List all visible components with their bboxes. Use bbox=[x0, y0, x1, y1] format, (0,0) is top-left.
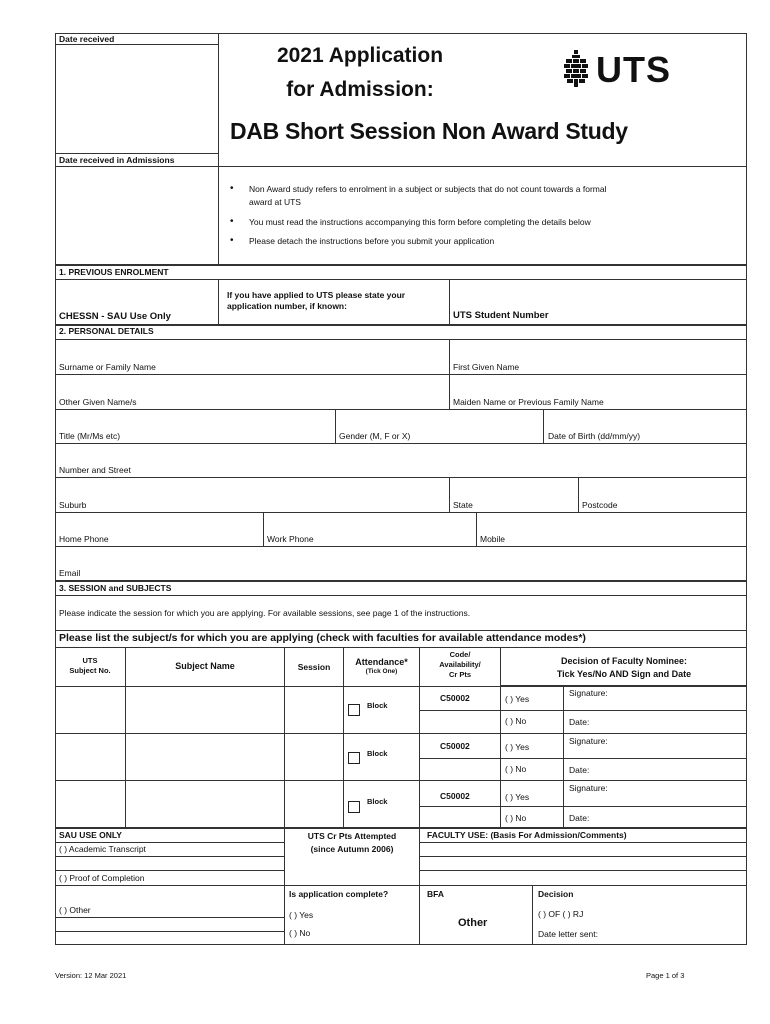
cr-pts-label: UTS Cr Pts Attempted (since Autumn 2006) bbox=[307, 831, 397, 854]
date-received-label: Date received bbox=[59, 34, 115, 44]
col-subject-no: UTS Subject No. bbox=[69, 656, 111, 675]
date-received-field[interactable] bbox=[56, 45, 217, 152]
maiden-name-field[interactable] bbox=[450, 375, 746, 395]
gender-field[interactable] bbox=[336, 410, 542, 430]
street-field[interactable] bbox=[56, 444, 746, 464]
col-attendance: Attendance* (Tick One) bbox=[355, 657, 408, 675]
subject-name-field[interactable] bbox=[126, 781, 283, 827]
chessn-field[interactable] bbox=[56, 280, 217, 310]
postcode-field[interactable] bbox=[579, 478, 746, 498]
code-value: C50002 bbox=[440, 741, 470, 751]
session-field[interactable] bbox=[285, 781, 342, 827]
other-names-label: Other Given Name/s bbox=[59, 397, 137, 407]
session-field[interactable] bbox=[285, 687, 342, 732]
uts-crest-icon bbox=[563, 50, 589, 88]
form-title-line1: 2021 Application bbox=[276, 44, 444, 67]
first-name-field[interactable] bbox=[450, 340, 746, 360]
subject-no-field[interactable] bbox=[56, 687, 124, 732]
col-decision: Decision of Faculty Nominee: Tick Yes/No AND Sign and Date bbox=[556, 656, 692, 679]
block-checkbox[interactable] bbox=[348, 704, 360, 716]
form-subtitle: DAB Short Session Non Award Study bbox=[230, 118, 628, 144]
suburb-label: Suburb bbox=[59, 500, 87, 510]
mobile-label: Mobile bbox=[480, 534, 506, 544]
no-option[interactable]: ( ) No bbox=[505, 764, 527, 774]
date-label: Date: bbox=[569, 813, 590, 823]
state-label: State bbox=[453, 500, 473, 510]
surname-label: Surname or Family Name bbox=[59, 362, 156, 372]
no-option[interactable]: ( ) No bbox=[505, 813, 527, 823]
form-title-line2: for Admission: bbox=[286, 78, 434, 101]
session-instruction: Please indicate the session for which you are applying. For available sessions, see page 1 of the instructions. bbox=[59, 608, 471, 618]
section1-heading: 1. PREVIOUS ENROLMENT bbox=[59, 267, 169, 277]
block-checkbox[interactable] bbox=[348, 801, 360, 813]
page-number: Page 1 of 3 bbox=[646, 971, 685, 980]
code-value: C50002 bbox=[440, 693, 470, 703]
note-1-cont: award at UTS bbox=[249, 197, 301, 207]
block-checkbox[interactable] bbox=[348, 752, 360, 764]
complete-yes-option[interactable]: ( ) Yes bbox=[289, 910, 314, 920]
dob-field[interactable] bbox=[544, 410, 746, 430]
work-phone-label: Work Phone bbox=[267, 534, 314, 544]
section2-heading: 2. PERSONAL DETAILS bbox=[59, 326, 154, 336]
no-option[interactable]: ( ) No bbox=[505, 716, 527, 726]
academic-transcript-option[interactable]: ( ) Academic Transcript bbox=[59, 844, 146, 854]
code-value: C50002 bbox=[440, 791, 470, 801]
col-subject-name: Subject Name bbox=[175, 661, 235, 671]
yes-option[interactable]: ( ) Yes bbox=[505, 742, 530, 752]
bfa-value: Other bbox=[458, 917, 488, 929]
date-received-admissions-field[interactable] bbox=[56, 167, 217, 264]
street-label: Number and Street bbox=[59, 465, 131, 475]
postcode-label: Postcode bbox=[582, 500, 618, 510]
header-divider bbox=[218, 33, 219, 265]
decision-options[interactable]: ( ) OF ( ) RJ bbox=[538, 909, 584, 919]
mobile-field[interactable] bbox=[477, 513, 746, 533]
signature-label: Signature: bbox=[569, 688, 608, 698]
uts-logo bbox=[563, 50, 688, 90]
state-field[interactable] bbox=[450, 478, 577, 498]
date-label: Date: bbox=[569, 765, 590, 775]
subject-list-heading: Please list the subject/s for which you are applying (check with faculties for available attendance modes*) bbox=[59, 632, 586, 644]
session-field[interactable] bbox=[285, 734, 342, 779]
subject-no-field[interactable] bbox=[56, 781, 124, 827]
chessn-label: CHESSN - SAU Use Only bbox=[59, 311, 171, 322]
first-name-label: First Given Name bbox=[453, 362, 520, 372]
email-label: Email bbox=[59, 568, 81, 578]
decision-label: Decision bbox=[538, 889, 574, 899]
col-session: Session bbox=[297, 662, 331, 672]
date-received-admissions-label: Date received in Admissions bbox=[59, 155, 175, 165]
proof-completion-option[interactable]: ( ) Proof of Completion bbox=[59, 873, 145, 883]
title-field[interactable] bbox=[56, 410, 334, 430]
note-1: • Non Award study refers to enrolment in a subject or subjects that do not count towards a formal bbox=[230, 183, 607, 194]
note-3: • Please detach the instructions before you submit your application bbox=[230, 235, 495, 246]
application-number-question-2: application number, if known: bbox=[227, 301, 347, 311]
home-phone-field[interactable] bbox=[56, 513, 262, 533]
subject-no-field[interactable] bbox=[56, 734, 124, 779]
application-complete-label: Is application complete? bbox=[289, 889, 389, 899]
section3-heading: 3. SESSION and SUBJECTS bbox=[59, 583, 172, 593]
sau-use-label: SAU USE ONLY bbox=[59, 830, 122, 840]
title-label: Title (Mr/Ms etc) bbox=[59, 431, 121, 441]
student-number-field[interactable] bbox=[450, 280, 746, 310]
dob-label: Date of Birth (dd/mm/yy) bbox=[548, 431, 641, 441]
block-label: Block bbox=[367, 797, 388, 806]
student-number-label: UTS Student Number bbox=[453, 310, 549, 321]
signature-label: Signature: bbox=[569, 783, 608, 793]
application-number-question-1: If you have applied to UTS please state your bbox=[227, 290, 406, 300]
faculty-use-label: FACULTY USE: (Basis For Admission/Comments) bbox=[427, 830, 627, 840]
subject-name-field[interactable] bbox=[126, 734, 283, 779]
signature-label: Signature: bbox=[569, 736, 608, 746]
maiden-name-label: Maiden Name or Previous Family Name bbox=[453, 397, 604, 407]
work-phone-field[interactable] bbox=[264, 513, 475, 533]
application-number-field[interactable] bbox=[219, 312, 448, 324]
other-option[interactable]: ( ) Other bbox=[59, 905, 91, 915]
date-label: Date: bbox=[569, 717, 590, 727]
complete-no-option[interactable]: ( ) No bbox=[289, 928, 311, 938]
home-phone-label: Home Phone bbox=[59, 534, 109, 544]
yes-option[interactable]: ( ) Yes bbox=[505, 792, 530, 802]
bfa-label: BFA bbox=[427, 889, 444, 899]
block-label: Block bbox=[367, 701, 388, 710]
subject-name-field[interactable] bbox=[126, 687, 283, 732]
other-names-field[interactable] bbox=[56, 375, 448, 395]
version-label: Version: 12 Mar 2021 bbox=[55, 971, 127, 980]
letter-sent-label: Date letter sent: bbox=[538, 929, 599, 939]
gender-label: Gender (M, F or X) bbox=[339, 431, 411, 441]
note-2: • You must read the instructions accompanying this form before completing the details below bbox=[230, 216, 591, 227]
suburb-field[interactable] bbox=[56, 478, 448, 498]
surname-field[interactable] bbox=[56, 340, 448, 360]
uts-wordmark: UTS bbox=[596, 49, 671, 90]
email-field[interactable] bbox=[56, 547, 746, 567]
block-label: Block bbox=[367, 749, 388, 758]
col-code: Code/ Availability/ Cr Pts bbox=[439, 650, 481, 679]
yes-option[interactable]: ( ) Yes bbox=[505, 694, 530, 704]
